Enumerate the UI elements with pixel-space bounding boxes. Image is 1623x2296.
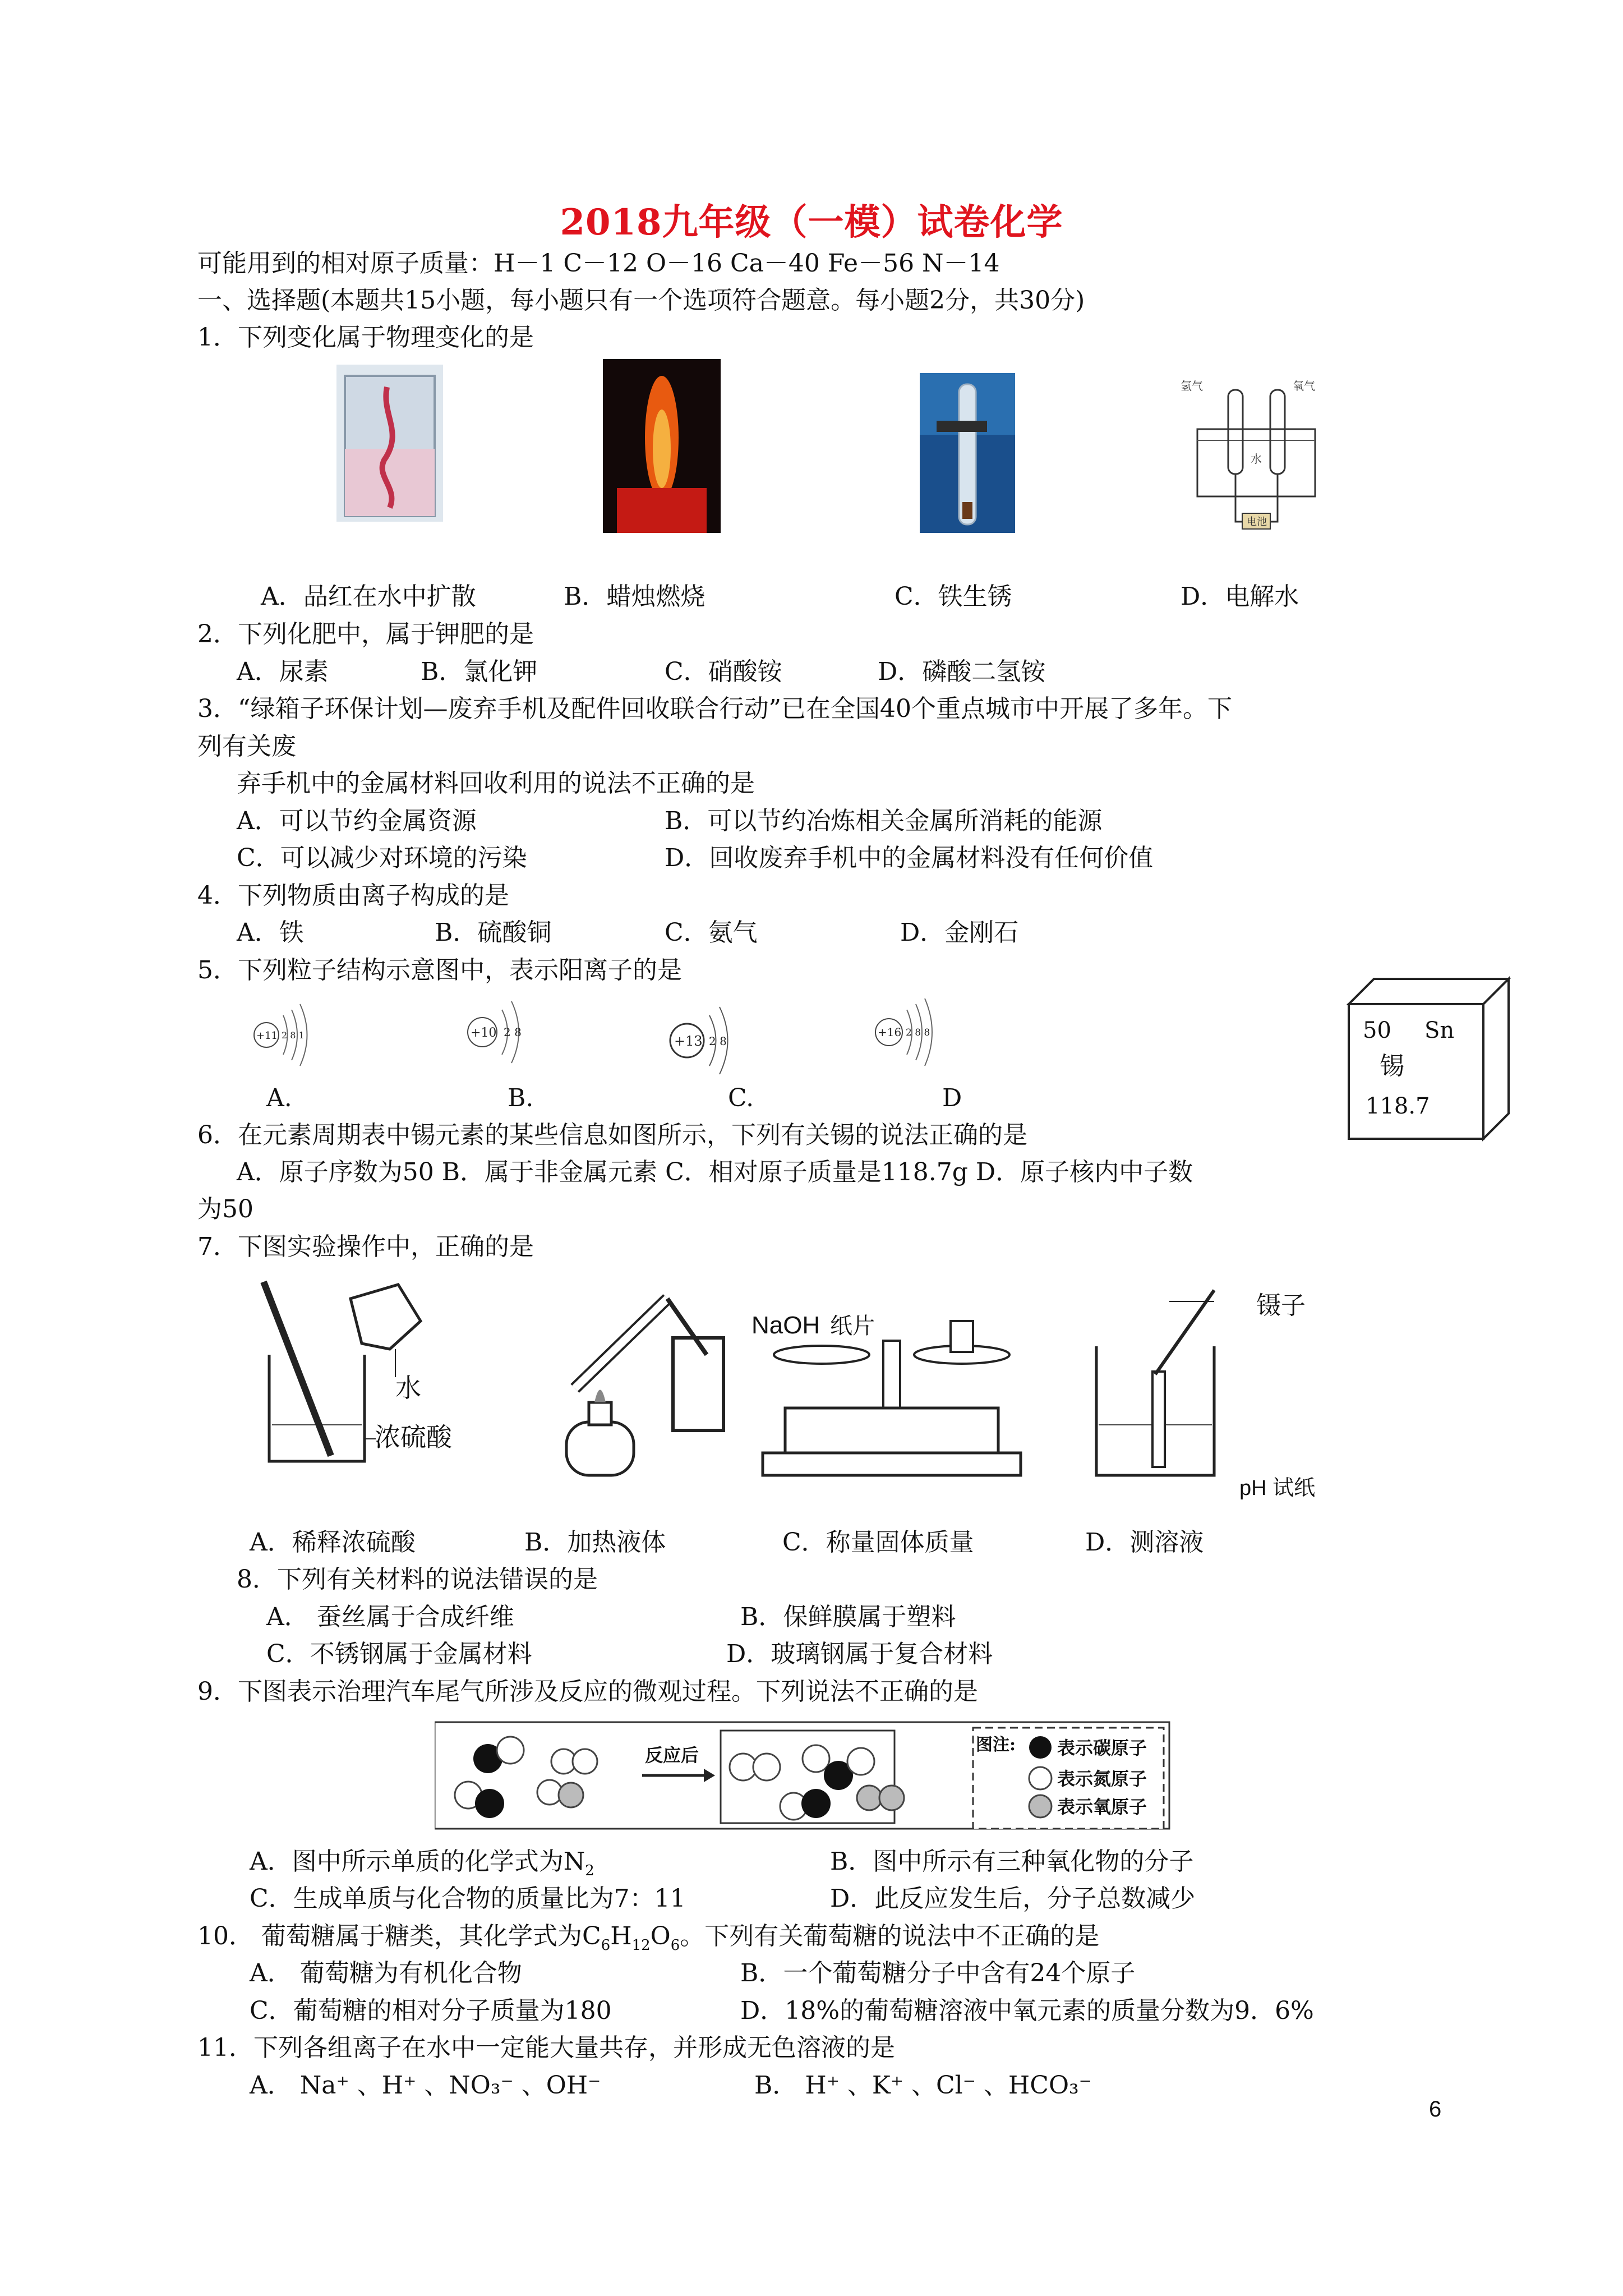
q5-stem: 5．下列粒子结构示意图中，表示阳离子的是 (197, 956, 682, 984)
q1-option-b: B．蜡烛燃烧 (564, 582, 706, 611)
battery-label: 电池 (1247, 516, 1267, 528)
formula-h: H (610, 1922, 632, 1950)
water-label: 水 (1251, 452, 1262, 466)
q9-option-c: C．生成单质与化合物的质量比为7：11 (250, 1884, 686, 1913)
q1-option-d: D．电解水 (1181, 582, 1299, 611)
q3-option-a: A．可以节约金属资源 (237, 807, 477, 835)
test-tube-rust-image (920, 373, 1015, 533)
ph-paper-label: pH 试纸 (1239, 1476, 1316, 1500)
atomic-masses: 可能用到的相对原子质量：H－1 C－12 O－16 Ca－40 Fe－56 N－14 (197, 249, 1000, 278)
q9-option-a-sub: 2 (585, 1862, 594, 1879)
water-label: 水 (395, 1373, 421, 1403)
particle-diagram-b (460, 990, 544, 1074)
formula-o: O (650, 1922, 671, 1950)
paper-label: 纸片 (830, 1313, 875, 1339)
tin-element-box (1343, 976, 1511, 1142)
q9-option-a (250, 1846, 594, 1887)
q2-option-b: B．氯化钾 (421, 657, 538, 686)
element-mass: 118.7 (1366, 1093, 1430, 1119)
q5-option-d: D (942, 1084, 962, 1112)
legend-title: 图注: (976, 1735, 1016, 1755)
hydrogen-label: 氢气 (1181, 379, 1203, 393)
heat-liquid-diagram (522, 1282, 729, 1484)
particle-diagram-d (866, 990, 956, 1074)
q3-stem-line2: 列有关废 (197, 732, 296, 761)
q2-option-d: D．磷酸二氢铵 (878, 657, 1046, 686)
q3-stem-line1: 3．“绿箱子环保计划—废弃手机及配件回收联合行动”已在全国40个重点城市中开展了多年。下 (197, 694, 1232, 723)
q9-option-a-text: A．图中所示单质的化学式为N (250, 1847, 585, 1876)
q7-option-a: A．稀释浓硫酸 (250, 1528, 416, 1557)
q8-option-b: B．保鲜膜属于塑料 (740, 1603, 956, 1631)
q8-option-c: C．不锈钢属于金属材料 (266, 1640, 532, 1668)
particle-diagram-c (662, 996, 746, 1080)
q5-option-b: B. (508, 1084, 534, 1112)
q7-stem: 7．下图实验操作中，正确的是 (197, 1232, 534, 1261)
legend-oxygen: 表示氧原子 (1057, 1796, 1147, 1818)
element-symbol: Sn (1424, 1018, 1455, 1043)
q10-option-a: A． 葡萄糖为有机化合物 (250, 1959, 522, 1987)
candle-image (603, 359, 721, 533)
q6-options: A．原子序数为50 B．属于非金属元素 C．相对原子质量是118.7g D．原子核内中子数 (237, 1158, 1193, 1186)
q5-option-c: C. (728, 1084, 754, 1112)
oxygen-label: 氧气 (1293, 379, 1315, 393)
naoh-label: NaOH (751, 1312, 820, 1339)
q3-option-d: D．回收废弃手机中的金属材料没有任何价值 (665, 844, 1154, 872)
q9-option-d: D．此反应发生后，分子总数减少 (830, 1884, 1196, 1913)
nucleus-c: +13 (674, 1033, 703, 1049)
weigh-naoh-diagram (751, 1310, 1026, 1484)
arrow-label: 反应后 (645, 1745, 699, 1766)
acid-label: 浓硫酸 (375, 1422, 452, 1452)
formula-sub-2: 12 (631, 1936, 651, 1954)
q5-option-a: A. (266, 1084, 292, 1112)
tweezers-label: 镊子 (1256, 1291, 1306, 1320)
q2-option-c: C．硝酸铵 (665, 657, 782, 686)
q11-option-b: B． H⁺ 、K⁺ 、Cl⁻ 、HCO₃⁻ (754, 2071, 1092, 2100)
particle-diagram-a (247, 996, 331, 1074)
q6-stem: 6．在元素周期表中锡元素的某些信息如图所示，下列有关锡的说法正确的是 (197, 1121, 1027, 1149)
legend-carbon: 表示碳原子 (1057, 1737, 1147, 1759)
ph-test-diagram (1091, 1285, 1225, 1481)
formula-sub-3: 6 (670, 1936, 680, 1954)
q7-option-d: D．测溶液 (1085, 1528, 1204, 1557)
nucleus-b: +10 (471, 1026, 497, 1040)
q10-option-d: D．18%的葡萄糖溶液中氧元素的质量分数为9．6% (740, 1996, 1314, 2025)
q9-option-b: B．图中所示有三种氧化物的分子 (830, 1847, 1194, 1876)
q10-stem (197, 1921, 1099, 1961)
q2-option-a: A．尿素 (237, 657, 329, 686)
q3-stem-line3: 弃手机中的金属材料回收利用的说法不正确的是 (237, 769, 755, 798)
element-number: 50 (1363, 1018, 1391, 1043)
page-number: 6 (1429, 2097, 1442, 2122)
q4-option-d: D．金刚石 (900, 918, 1019, 947)
element-name: 锡 (1380, 1052, 1404, 1080)
q3-option-b: B．可以节约冶炼相关金属所消耗的能源 (665, 807, 1103, 835)
q3-option-c: C．可以减少对环境的污染 (237, 844, 527, 872)
q1-option-c: C．铁生锈 (895, 582, 1012, 611)
q7-option-c: C．称量固体质量 (782, 1528, 974, 1557)
nucleus-d: +16 (878, 1025, 902, 1039)
shells-c: 2 8 (709, 1034, 727, 1048)
legend-nitrogen: 表示氮原子 (1057, 1768, 1147, 1789)
page-title: 2018九年级（一模）试卷化学 (560, 201, 1063, 243)
q10-option-b: B．一个葡萄糖分子中含有24个原子 (740, 1959, 1136, 1987)
shells-a: 2 8 1 (282, 1030, 305, 1041)
q10-option-c: C．葡萄糖的相对分子质量为180 (250, 1996, 612, 2025)
section-heading: 一、选择题(本题共15小题，每小题只有一个选项符合题意。每小题2分，共30分) (197, 286, 1085, 315)
q8-option-d: D．玻璃钢属于复合材料 (726, 1640, 993, 1668)
q4-option-c: C．氨气 (665, 918, 758, 947)
q7-option-b: B．加热液体 (524, 1528, 666, 1557)
q11-stem: 11．下列各组离子在水中一定能大量共存，并形成无色溶液的是 (197, 2033, 895, 2062)
beaker-dye-image (336, 365, 443, 522)
q9-stem: 9．下图表示治理汽车尾气所涉及反应的微观过程。下列说法不正确的是 (197, 1677, 978, 1706)
q2-stem: 2．下列化肥中，属于钾肥的是 (197, 620, 534, 648)
q6-options-cont: 为50 (197, 1195, 253, 1223)
reaction-micro-diagram (435, 1719, 1209, 1843)
q4-option-a: A．铁 (237, 918, 304, 947)
shells-d: 2 8 8 (906, 1027, 930, 1038)
q1-stem: 1．下列变化属于物理变化的是 (197, 323, 534, 352)
formula-sub-1: 6 (601, 1936, 611, 1954)
q1-option-a: A．品红在水中扩散 (261, 582, 476, 611)
q11-option-a: A． Na⁺ 、H⁺ 、NO₃⁻ 、OH⁻ (250, 2071, 601, 2100)
q10-stem-pre: 10． 葡萄糖属于糖类，其化学式为C (197, 1922, 601, 1950)
dilute-acid-diagram (247, 1276, 482, 1470)
q4-stem: 4．下列物质由离子构成的是 (197, 881, 509, 910)
shells-b: 2 8 (504, 1025, 522, 1039)
q10-stem-post: 。下列有关葡萄糖的说法中不正确的是 (680, 1922, 1100, 1950)
electrolysis-diagram (1181, 373, 1332, 536)
q8-option-a: A． 蚕丝属于合成纤维 (266, 1603, 514, 1631)
q4-option-b: B．硫酸铜 (435, 918, 552, 947)
nucleus-a: +11 (256, 1030, 278, 1042)
q8-stem: 8．下列有关材料的说法错误的是 (237, 1565, 598, 1594)
